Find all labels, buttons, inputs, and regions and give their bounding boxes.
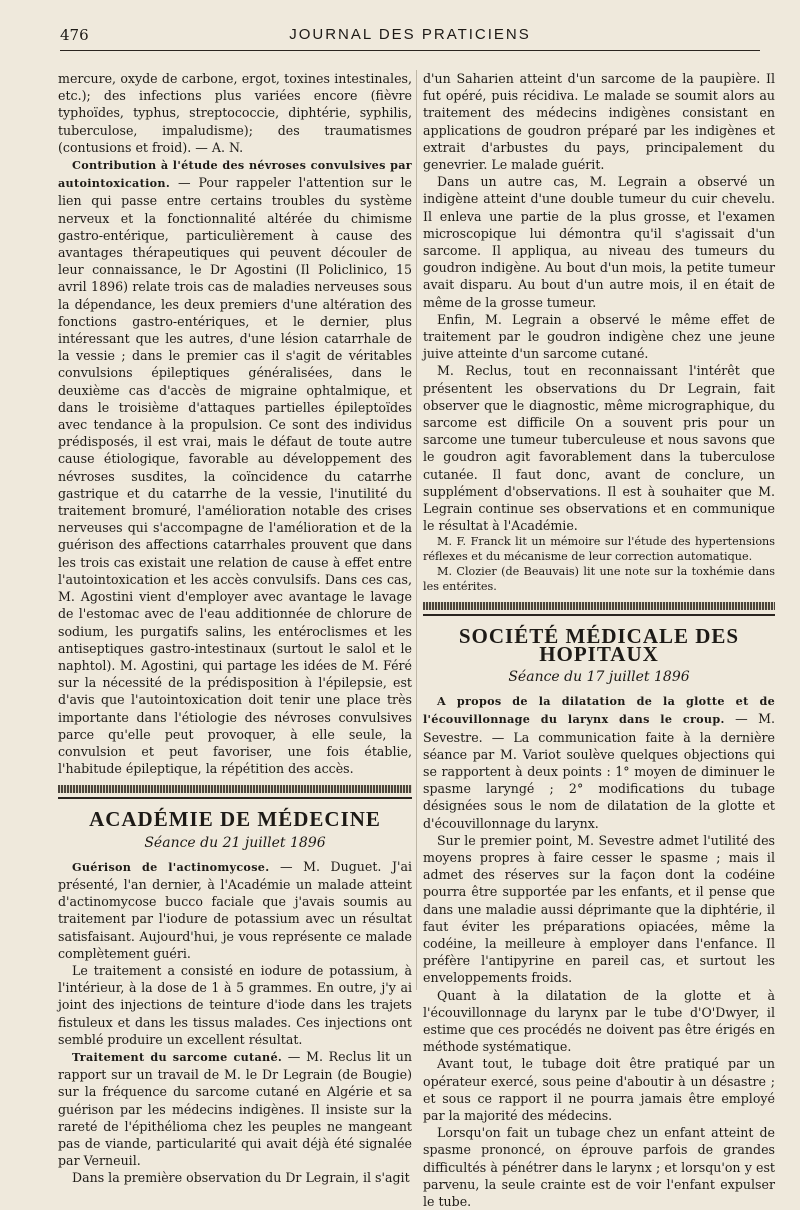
article-body: — M. Sevestre. — La communication faite à la dernière séance par M. Variot soulève quelques objections qui se rapportent à deux points : 1° moyen de diminuer le spasme laryngé ; 2° modifications du tubage désignées sous le nom de dilatation de la glotte et d'écouvillonnage du larynx. bbox=[423, 711, 775, 831]
article-heading: Guérison de l'actinomycose. bbox=[72, 859, 270, 874]
article-paragraph bbox=[58, 156, 412, 777]
article-heading: Contribution à l'étude des névroses convulsives par autointoxication. bbox=[58, 158, 412, 191]
paragraph: Sur le premier point, M. Sevestre admet l'utilité des moyens propres à faire cesser le spasme ; mais il admet des réserves sur la façon dont la codéine pourra être supportée par les enfants, et il pense que dans une maladie aussi déprimante que la diphtérie, il faut éviter les préparations opiacées, même la codéine, la meilleure à employer dans l'enfance. Il préfère l'antipyrine en pareil cas, et surtout les enveloppements froids. bbox=[423, 832, 775, 986]
page-number: 476 bbox=[60, 26, 89, 44]
paragraph: Dans la première observation du Dr Legrain, il s'agit bbox=[72, 1170, 410, 1186]
right-column bbox=[423, 70, 775, 1210]
section-divider-band bbox=[423, 602, 775, 610]
left-column bbox=[58, 70, 412, 1187]
article-heading: Traitement du sarcome cutané. bbox=[72, 1049, 283, 1064]
paragraph: Enfin, M. Legrain a observé le même effet de traitement par le goudron indigène chez une jeune juive atteinte d'un sarcome cutané. bbox=[423, 311, 775, 362]
section-title-societe: SOCIÉTÉ MÉDICALE DES HOPITAUX bbox=[458, 624, 740, 666]
article-paragraph bbox=[58, 858, 412, 962]
article-body: — Pour rappeler l'attention sur le lien qui passe entre certains troubles du système nerveux et la fonctionnalité altérée du chimisme gastro-entérique, particulièrement à cause des avantages thérapeutiques qui peuvent découler de leur connaissance, le Dr Agostini (Il Policlinico, 15 avril 1896) relate trois cas de maladies nerveuses sous la dépendance, les deux premiers d'une altération des fonctions gastro-entériques, et le dernier, plus intéressant que les autres, d'une lésion catarrhale de la vessie ; dans le premier cas il s'agit de véritables convulsions épileptiques généralisées, dans le deuxième cas d'accès de migraine ophtalmique, et dans le troisième d'attaques partielles épileptoïdes avec tendance à la propulsion. Ce sont des individus prédisposés, il est vrai, mais le défaut de toute autre cause étiologique, favorable au développement des névroses susdites, la coïncidence du catarrhe gastrique et du catarrhe de la vessie, l'inutilité du traitement bromuré, l'amélioration notable des crises nerveuses qui s'accompagne de l'amélioration et de la guérison des affections catarrhales prouvent que dans les trois cas existait une relation de cause à effet entre l'autointoxication et les accès convulsifs. Dans ces cas, M. Agostini vient d'employer avec avantage le lavage de l'estomac avec de l'eau additionnée de chlorure de sodium, les purgatifs salins, les entéroclismes et les antiseptiques gastro-intestinaux (surtout le salol et le naphtol). M. Agostini, qui partage les idées de M. Féré sur la nécessité de la prédisposition à l'épilepsie, est d'avis que l'autointoxication doit tenir une place très importante dans l'étiologie des névroses convulsives parce qu'elle peut provoquer, à elle seule, la convulsion et peut favoriser, une fois établie, l'habitude épileptique, la répétition des accès. bbox=[58, 175, 412, 777]
article-paragraph bbox=[423, 692, 775, 832]
paragraph: Le traitement a consisté en iodure de potassium, à l'intérieur, à la dose de 1 à 5 grammes. En outre, j'y ai joint des injections de teinture d'iode dans les trajets fistuleux et dans les tissus malades. Ces injections ont semblé produire un excellent résultat. bbox=[58, 962, 412, 1047]
paragraph: M. Clozier (de Beauvais) lit une note sur la toxhémie dans les entérites. bbox=[423, 565, 775, 594]
column-divider bbox=[416, 70, 417, 990]
article-body: — M. Duguet. J'ai présenté, l'an dernier, à l'Académie un malade atteint d'actinomycose bucco faciale que j'avais soumis au traitement par l'iodure de potassium avec un résultat satisfaisant. Aujourd'hui, je vous représente ce malade complètement guéri. bbox=[58, 858, 412, 961]
paragraph: mercure, oxyde de carbone, ergot, toxines intestinales, etc.); des infections plus variées encore (fièvre typhoïdes, typhus, streptococcie, diphtérie, syphilis, tuberculose, impaludisme); des traumatismes (contusions et froid). — A. N. bbox=[58, 71, 412, 155]
paragraph: M. F. Franck lit un mémoire sur l'étude des hypertensions réflexes et du mécanisme de leur correction automatique. bbox=[423, 535, 775, 564]
article-paragraph bbox=[58, 1048, 412, 1169]
section-title-academie: ACADÉMIE DE MÉDECINE bbox=[89, 807, 381, 832]
paragraph: M. Reclus, tout en reconnaissant l'intérêt que présentent les observations du Dr Legrain, fait observer que le diagnostic, même micrographique, du sarcome est difficile On a souvent pris pour un sarcome une tumeur tuberculeuse et nous savons que le goudron agit favorablement dans la tuberculose cutanée. Il faut donc, avant de conclure, un supplément d'observations. Il est à souhaiter que M. Legrain continue ses observations et en communique le résultat à l'Académie. bbox=[423, 363, 775, 534]
header-rule bbox=[60, 50, 760, 51]
paragraph: Avant tout, le tubage doit être pratiqué par un opérateur exercé, sous peine d'aboutir à un désastre ; et sous ce rapport il ne pourra jamais être employé par la majorité des médecins. bbox=[423, 1056, 775, 1123]
article-body: — M. Reclus lit un rapport sur un travail de M. le Dr Legrain (de Bougie) sur la fréquence du sarcome cutané en Algérie et sa guérison par les médecins indigènes. Il insiste sur la rareté de l'épithélioma chez les peuples ne mangeant pas de viande, particularité qui avait déjà été signalée par Verneuil. bbox=[58, 1048, 413, 1169]
seance-date: Séance du 21 juillet 1896 bbox=[144, 834, 326, 851]
section-divider-rule bbox=[423, 614, 775, 616]
page-header bbox=[60, 24, 760, 46]
paragraph: Quant à la dilatation de la glotte et à l'écouvillonnage du larynx par le tube d'O'Dwyer, il estime que ces procédés ne doivent pas être érigés en méthode systématique. bbox=[423, 987, 775, 1055]
seance-date: Séance du 17 juillet 1896 bbox=[508, 668, 690, 685]
article-heading: A propos de la dilatation de la glotte et de l'écouvillonnage du larynx dans le croup. bbox=[423, 694, 775, 727]
section-divider-band bbox=[58, 785, 412, 793]
paragraph: d'un Saharien atteint d'un sarcome de la paupière. Il fut opéré, puis récidiva. Le malade se soumit alors au traitement des médecins indigènes consistant en applications de goudron préparé par les indigènes et extrait d'arbustes du pays, principalement du genevrier. Le malade guérit. bbox=[423, 71, 775, 173]
section-divider-rule bbox=[58, 797, 412, 799]
paragraph: Dans un autre cas, M. Legrain a observé un indigène atteint d'une double tumeur du cuir chevelu. Il enleva une partie de la plus grosse, et l'examen microscopique lui démontra qu'il s'agissait d'un sarcome. Il appliqua, au niveau des tumeurs du goudron indigène. Au bout d'un mois, la petite tumeur avait disparu. Au bout d'un autre mois, il en était de même de la grosse tumeur. bbox=[423, 174, 775, 310]
journal-title: JOURNAL DES PRATICIENS bbox=[289, 26, 531, 43]
paragraph: Lorsqu'on fait un tubage chez un enfant atteint de spasme prononcé, on éprouve parfois de grandes difficultés à pénétrer dans le larynx ; et lorsqu'on y est parvenu, la seule crainte est de voir l'enfant expulser le tube. bbox=[423, 1125, 775, 1209]
